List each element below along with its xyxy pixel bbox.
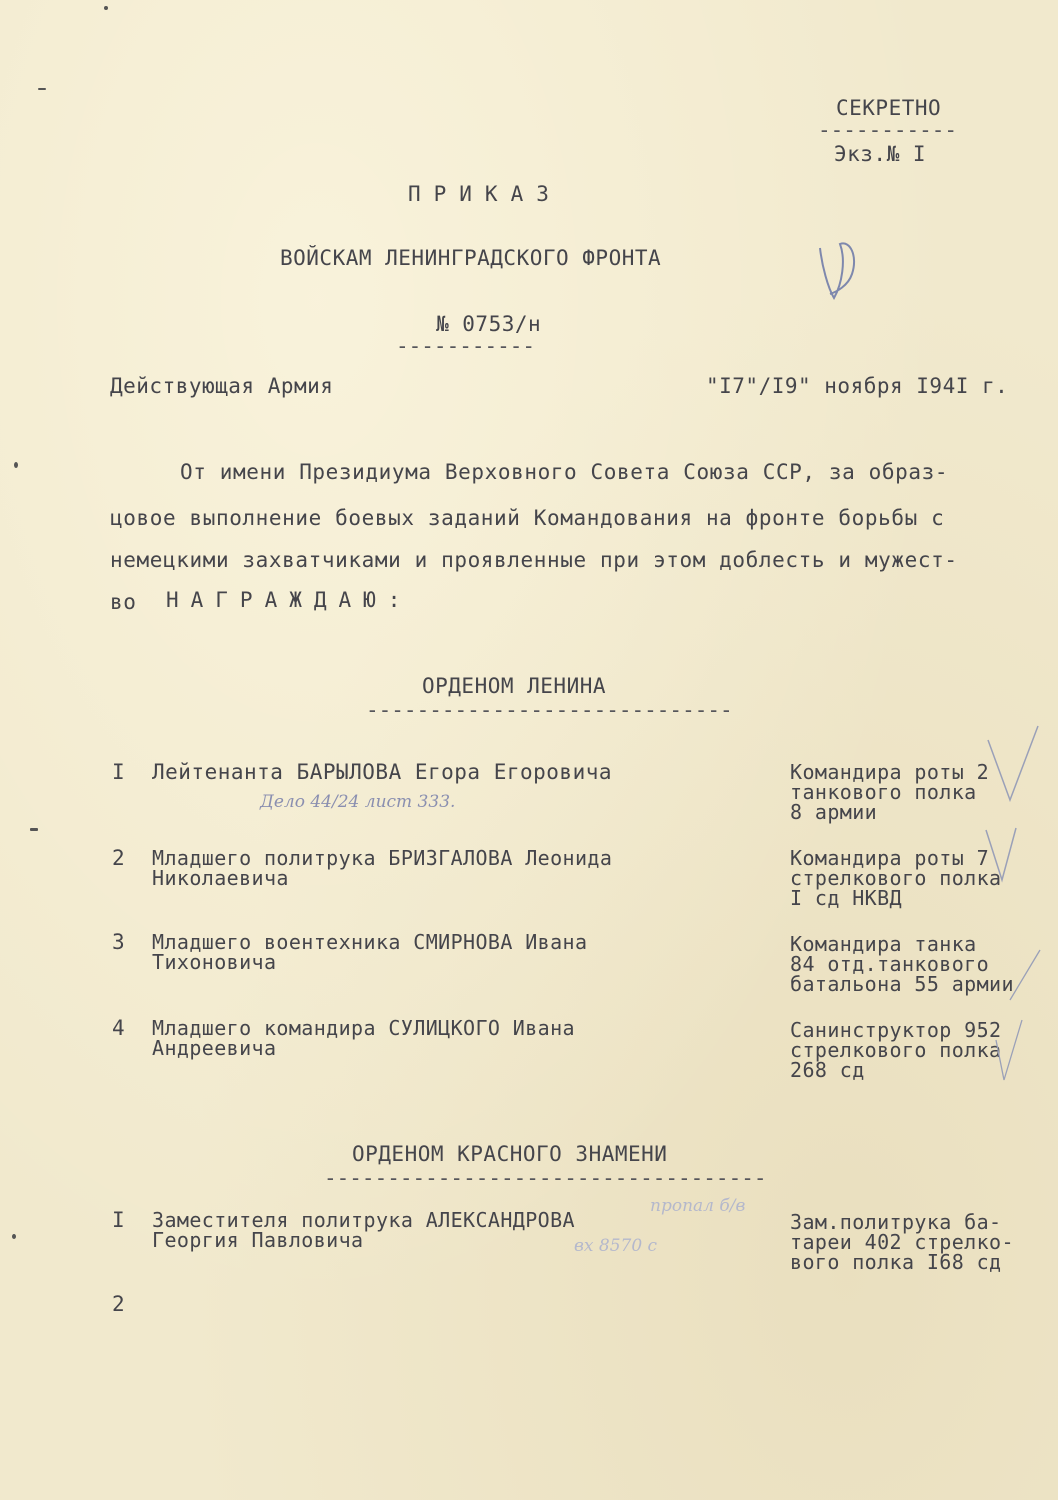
name-line: Младшего командира СУЛИЦКОГО Ивана — [152, 1016, 575, 1040]
copy-number: Экз.№ I — [834, 142, 927, 166]
role-line: тареи 402 стрелко- — [790, 1230, 1014, 1254]
margin-initial-mark — [812, 226, 862, 306]
name-line: Андреевича — [152, 1036, 277, 1060]
classification-stamp: СЕКРЕТНО — [836, 96, 942, 120]
preamble-line-4-prefix: во — [110, 590, 137, 614]
award-item-name — [152, 1210, 575, 1250]
paper-speck — [14, 462, 18, 468]
award-item-number: 4 — [112, 1016, 126, 1040]
order-date: "I7"/I9" ноября I94I г. — [706, 374, 1009, 398]
role-line: Санинструктор 952 — [790, 1018, 1002, 1042]
preamble-award-word: НАГРАЖДАЮ: — [166, 588, 413, 612]
section-heading-red-banner-underline: ----------------------------------- — [324, 1166, 767, 1190]
paper-speck — [30, 828, 38, 831]
award-item-name — [152, 932, 587, 972]
award-item-role — [790, 848, 1002, 908]
award-item-number: 3 — [112, 930, 126, 954]
award-item-name — [152, 848, 612, 888]
place-label: Действующая Армия — [110, 374, 334, 398]
paper-speck — [104, 6, 108, 10]
section-heading-lenin: ОРДЕНОМ ЛЕНИНА — [422, 674, 607, 698]
order-subtitle: ВОЙСКАМ ЛЕНИНГРАДСКОГО ФРОНТА — [280, 246, 662, 270]
award-item-role — [790, 1212, 1014, 1272]
name-line: Тихоновича — [152, 950, 277, 974]
role-line: стрелкового полка — [790, 866, 1002, 890]
role-line: 268 сд — [790, 1058, 865, 1082]
award-item-number: I — [112, 760, 126, 784]
handwritten-note: пропал б/в — [650, 1196, 746, 1216]
preamble-line-2: цовое выполнение боевых заданий Командования на фронте борьбы с — [110, 506, 945, 530]
award-item-number: 2 — [112, 846, 126, 870]
role-line: 8 армии — [790, 800, 878, 824]
name-line: Младшего политрука БРИЗГАЛОВА Леонида — [152, 846, 613, 870]
role-line: стрелкового полка — [790, 1038, 1002, 1062]
classification-underline: ----------- — [818, 118, 958, 142]
page-number: 2 — [112, 1292, 126, 1316]
award-item-number: I — [112, 1208, 126, 1232]
preamble-line-3: немецкими захватчиками и проявленные при этом доблесть и мужест- — [110, 548, 958, 572]
role-line: Командира роты 2 — [790, 760, 990, 784]
preamble-line-1: От имени Президиума Верховного Совета Союза ССР, за образ- — [180, 460, 949, 484]
name-line: Николаевича — [152, 866, 289, 890]
role-line: Зам.политрука ба- — [790, 1210, 1002, 1234]
handwritten-reference: Дело 44/24 лист 333. — [260, 792, 456, 812]
role-line: 84 отд.танкового — [790, 952, 990, 976]
handwritten-note: вх 8570 с — [574, 1236, 658, 1256]
order-number: № 0753/н — [436, 312, 542, 336]
award-item-name — [152, 1018, 575, 1058]
name-line: Заместителя политрука АЛЕКСАНДРОВА — [152, 1208, 575, 1232]
role-line: танкового полка — [790, 780, 977, 804]
award-item-name: Лейтенанта БАРЫЛОВА Егора Егоровича — [152, 760, 613, 784]
name-line: Младшего воентехника СМИРНОВА Ивана — [152, 930, 588, 954]
role-line: Командира роты 7 — [790, 846, 990, 870]
award-item-role — [790, 762, 989, 822]
paper-speck — [38, 88, 46, 90]
order-number-underline: ----------- — [396, 334, 536, 358]
section-heading-lenin-underline: ----------------------------- — [366, 698, 733, 722]
name-line: Георгия Павловича — [152, 1228, 364, 1252]
role-line: Командира танка — [790, 932, 977, 956]
order-title: ПРИКАЗ — [408, 182, 562, 206]
paper-speck — [12, 1234, 16, 1239]
role-line: I сд НКВД — [790, 886, 902, 910]
role-line: батальона 55 армии — [790, 972, 1014, 996]
award-item-role — [790, 1020, 1002, 1080]
role-line: вого полка I68 сд — [790, 1250, 1002, 1274]
pencil-check-marks — [980, 720, 1050, 1090]
section-heading-red-banner: ОРДЕНОМ КРАСНОГО ЗНАМЕНИ — [352, 1142, 668, 1166]
